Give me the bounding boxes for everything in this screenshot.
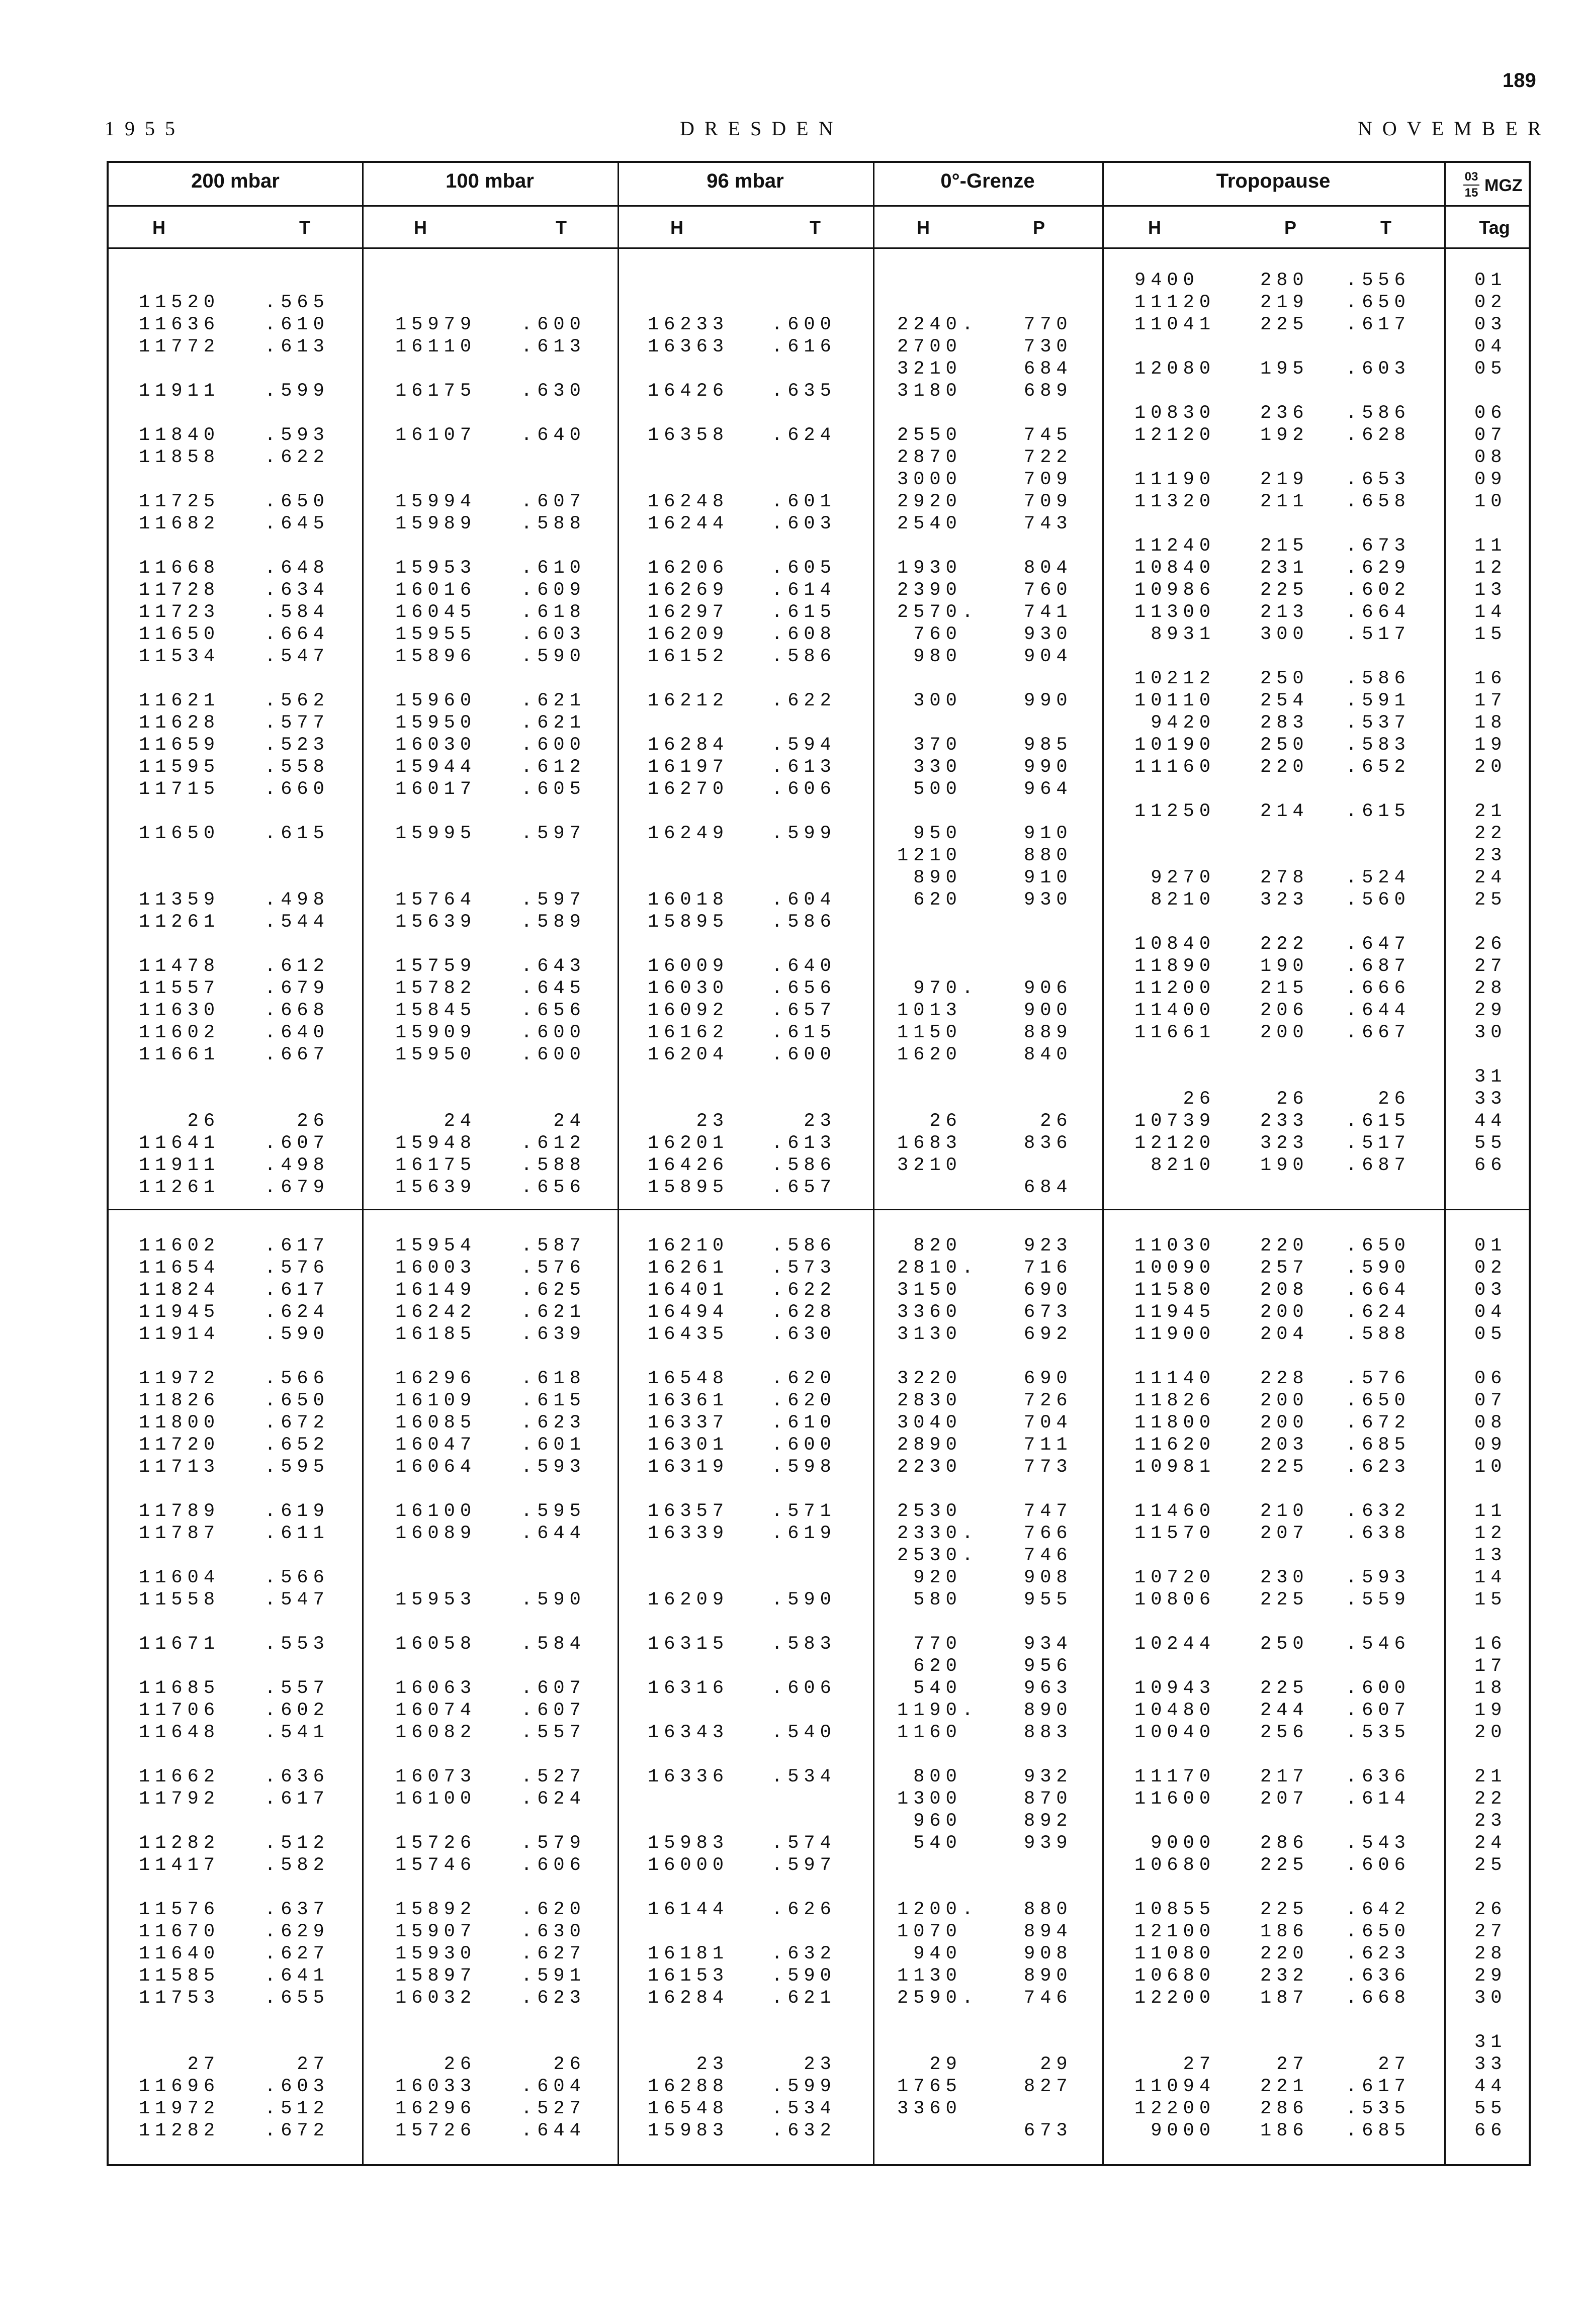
header-divider <box>109 247 1529 249</box>
column-divider <box>1102 163 1104 2164</box>
mgz-fraction-denominator: 15 <box>1464 186 1478 200</box>
month-heading: NOVEMBER <box>1358 117 1551 140</box>
station-heading: DRESDEN <box>680 117 843 140</box>
col-100-t-first-half: .600 .613 .630 .640 .607 .588 .610 .609 .618 .603 .590 .621 .621 .600 .612 .605 .597 .597 .589 .643 .645 .656 .600 .600 24 .612 .588 .656 <box>521 314 586 1198</box>
subheader-96-t: T <box>810 217 821 238</box>
col-day-first-half: 01 02 03 04 05 06 07 08 09 10 11 12 13 14 15 16 17 18 19 20 21 22 23 24 25 26 27 28 29 30 31 33 44 55 66 <box>1474 270 1507 1176</box>
half-month-divider <box>109 1209 1529 1210</box>
mgz-label: MGZ <box>1484 176 1523 195</box>
col-100-h-second-half: 15954 16003 16149 16242 16185 16296 16109 16085 16047 16064 16100 16089 15953 16058 16063 16074 16082 16073 16100 15726 15746 15892 15907 15930 15897 16032 26 16033 16296 15726 <box>395 1235 477 2141</box>
col-trop-t-second-half: .650 .590 .664 .624 .588 .576 .650 .672 .685 .623 .632 .638 .593 .559 .546 .600 .607 .535 .636 .614 .543 .606 .642 .650 .623 .636 .668 27 .617 .535 .685 <box>1346 1235 1411 2141</box>
subheader-trop-h: H <box>1148 217 1161 238</box>
column-divider <box>618 163 619 2164</box>
subheader-zero-p: P <box>1032 217 1045 238</box>
col-trop-h-second-half: 11030 10090 11580 11945 11900 11140 11826 11800 11620 10981 11460 11570 10720 10806 10244 10943 10480 10040 11170 11600 9000 10680 10855 12100 11080 10680 12200 27 11094 12200 9000 <box>1134 1235 1216 2141</box>
subheader-200-t: T <box>299 217 310 238</box>
header-zero-degree-level: 0°-Grenze <box>940 170 1035 192</box>
subheader-100-h: H <box>414 217 427 238</box>
col-zero-p-second-half: 923 716 690 673 692 690 726 704 711 773 747 766 746 908 955 934 956 963 890 883 932 870 892 939 880 894 908 890 746 29 827 673 <box>1024 1235 1073 2141</box>
col-200-t-second-half: .617 .576 .617 .624 .590 .566 .650 .672 .652 .595 .619 .611 .566 .547 .553 .557 .602 .541 .636 .617 .512 .582 .637 .629 .627 .641 .655 27 .603 .512 .672 <box>265 1235 329 2141</box>
header-200-mbar: 200 mbar <box>191 170 280 192</box>
mgz-fraction-numerator: 03 <box>1464 170 1478 184</box>
fraction-bar <box>1463 185 1479 186</box>
col-96-t-second-half: .586 .573 .622 .628 .630 .620 .620 .610 .600 .598 .571 .619 .590 .583 .606 .540 .534 .574 .597 .626 .632 .590 .621 23 .599 .534 .632 <box>771 1235 836 2141</box>
mgz-fraction <box>1461 170 1481 200</box>
col-100-h-first-half: 15979 16110 16175 16107 15994 15989 15953 16016 16045 15955 15896 15960 15950 16030 15944 16017 15995 15764 15639 15759 15782 15845 15909 15950 24 15948 16175 15639 <box>395 314 477 1198</box>
col-96-h-second-half: 16210 16261 16401 16494 16435 16548 16361 16337 16301 16319 16357 16339 16209 16315 16316 16343 16336 15983 16000 16144 16181 16153 16284 23 16288 16548 15983 <box>648 1235 729 2141</box>
subheader-200-h: H <box>152 217 165 238</box>
col-100-t-second-half: .587 .576 .625 .621 .639 .618 .615 .623 .601 .593 .595 .644 .590 .584 .607 .607 .557 .527 .624 .579 .606 .620 .630 .627 .591 .623 26 .604 .527 .644 <box>521 1235 586 2141</box>
subheader-day: Tag <box>1479 217 1510 238</box>
column-divider <box>873 163 874 2164</box>
subheader-zero-h: H <box>917 217 930 238</box>
col-96-h-first-half: 16233 16363 16426 16358 16248 16244 16206 16269 16297 16209 16152 16212 16284 16197 16270 16249 16018 15895 16009 16030 16092 16162 16204 23 16201 16426 15895 <box>648 314 729 1198</box>
col-zero-h-first-half: 2240. 2700 3210 3180 2550 2870 3000 2920 2540 1930 2390 2570. 760 980 300 370 330 500 950 1210 890 620 970. 1013 1150 1620 26 1683 3210 <box>897 314 979 1176</box>
col-zero-p-first-half: 770 730 684 689 745 722 709 709 743 804 760 741 930 904 990 985 990 964 910 880 910 930 906 900 889 840 26 836 684 <box>1024 314 1073 1198</box>
col-trop-h-first-half: 9400 11120 11041 12080 10830 12120 11190 11320 11240 10840 10986 11300 8931 10212 10110 9420 10190 11160 11250 9270 8210 10840 11890 11200 11400 11661 26 10739 12120 8210 <box>1134 270 1216 1176</box>
year-heading: 1955 <box>105 117 185 140</box>
subheader-trop-t: T <box>1380 217 1391 238</box>
header-96-mbar: 96 mbar <box>707 170 784 192</box>
column-divider <box>362 163 364 2164</box>
col-200-h-first-half: 11520 11636 11772 11911 11840 11858 11725 11682 11668 11728 11723 11650 11534 11621 11628 11659 11595 11715 11650 11359 11261 11478 11557 11630 11602 11661 26 11641 11911 11261 <box>139 292 220 1198</box>
col-200-t-first-half: .565 .610 .613 .599 .593 .622 .650 .645 .648 .634 .584 .664 .547 .562 .577 .523 .558 .660 .615 .498 .544 .612 .679 .668 .640 .667 26 .607 .498 .679 <box>265 292 329 1198</box>
header-tropopause: Tropopause <box>1216 170 1331 192</box>
col-day-second-half: 01 02 03 04 05 06 07 08 09 10 11 12 13 14 15 16 17 18 19 20 21 22 23 24 25 26 27 28 29 30 31 33 44 55 66 <box>1474 1235 1507 2141</box>
subheader-100-t: T <box>556 217 567 238</box>
col-200-h-second-half: 11602 11654 11824 11945 11914 11972 11826 11800 11720 11713 11789 11787 11604 11558 11671 11685 11706 11648 11662 11792 11282 11417 11576 11670 11640 11585 11753 27 11696 11972 11282 <box>139 1235 220 2141</box>
subheader-96-h: H <box>670 217 683 238</box>
header-divider <box>109 205 1529 207</box>
page-number: 189 <box>1503 69 1536 92</box>
header-100-mbar: 100 mbar <box>446 170 534 192</box>
col-trop-t-first-half: .556 .650 .617 .603 .586 .628 .653 .658 .673 .629 .602 .664 .517 .586 .591 .537 .583 .652 .615 .524 .560 .647 .687 .666 .644 .667 26 .615 .517 .687 <box>1346 270 1411 1176</box>
column-divider <box>1444 163 1446 2164</box>
observation-table <box>107 161 1531 2166</box>
col-trop-p-first-half: 280 219 225 195 236 192 219 211 215 231 225 213 300 250 254 283 250 220 214 278 323 222 190 215 206 200 26 233 323 190 <box>1260 270 1309 1176</box>
subheader-trop-p: P <box>1284 217 1296 238</box>
col-trop-p-second-half: 220 257 208 200 204 228 200 200 203 225 210 207 230 225 250 225 244 256 217 207 286 225 225 186 220 232 187 27 221 286 186 <box>1260 1235 1309 2141</box>
col-zero-h-second-half: 820 2810. 3150 3360 3130 3220 2830 3040 2890 2230 2530 2330. 2530. 920 580 770 620 540 1190. 1160 800 1300 960 540 1200. 1070 940 1130 2590. 29 1765 3360 <box>897 1235 979 2119</box>
col-96-t-first-half: .600 .616 .635 .624 .601 .603 .605 .614 .615 .608 .586 .622 .594 .613 .606 .599 .604 .586 .640 .656 .657 .615 .600 23 .613 .586 .657 <box>771 314 836 1198</box>
